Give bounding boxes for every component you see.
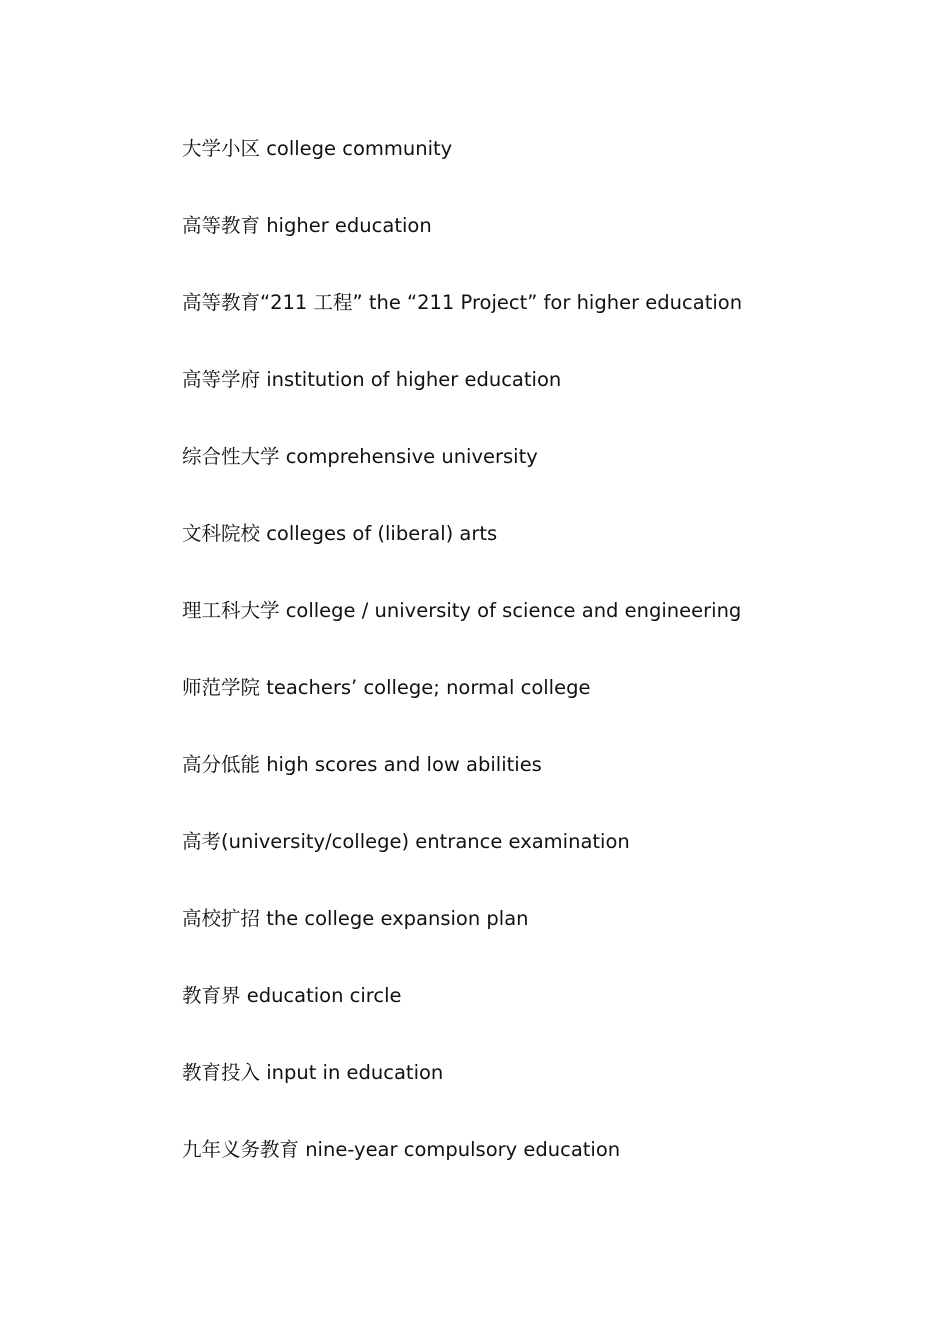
glossary-entry: 高等学府 institution of higher education [182, 368, 562, 391]
glossary-entry: 综合性大学 comprehensive university [182, 445, 538, 468]
glossary-entry: 教育投入 input in education [182, 1061, 444, 1084]
glossary-entry: 高等教育“211 工程” the “211 Project” for higher education [182, 291, 743, 314]
glossary-entry: 高考(university/college) entrance examination [182, 830, 630, 853]
glossary-entry: 文科院校 colleges of (liberal) arts [182, 522, 498, 545]
glossary-entry: 九年义务教育 nine-year compulsory education [182, 1138, 621, 1161]
glossary-entry: 理工科大学 college / university of science and engineering [182, 599, 742, 622]
glossary-entry: 高等教育 higher education [182, 214, 432, 237]
glossary-entry: 教育界 education circle [182, 984, 402, 1007]
glossary-list [182, 134, 882, 1212]
glossary-entry: 师范学院 teachers’ college; normal college [182, 676, 591, 699]
glossary-entry: 大学小区 college community [182, 137, 453, 160]
glossary-entry: 高分低能 high scores and low abilities [182, 753, 542, 776]
glossary-entry: 高校扩招 the college expansion plan [182, 907, 529, 930]
